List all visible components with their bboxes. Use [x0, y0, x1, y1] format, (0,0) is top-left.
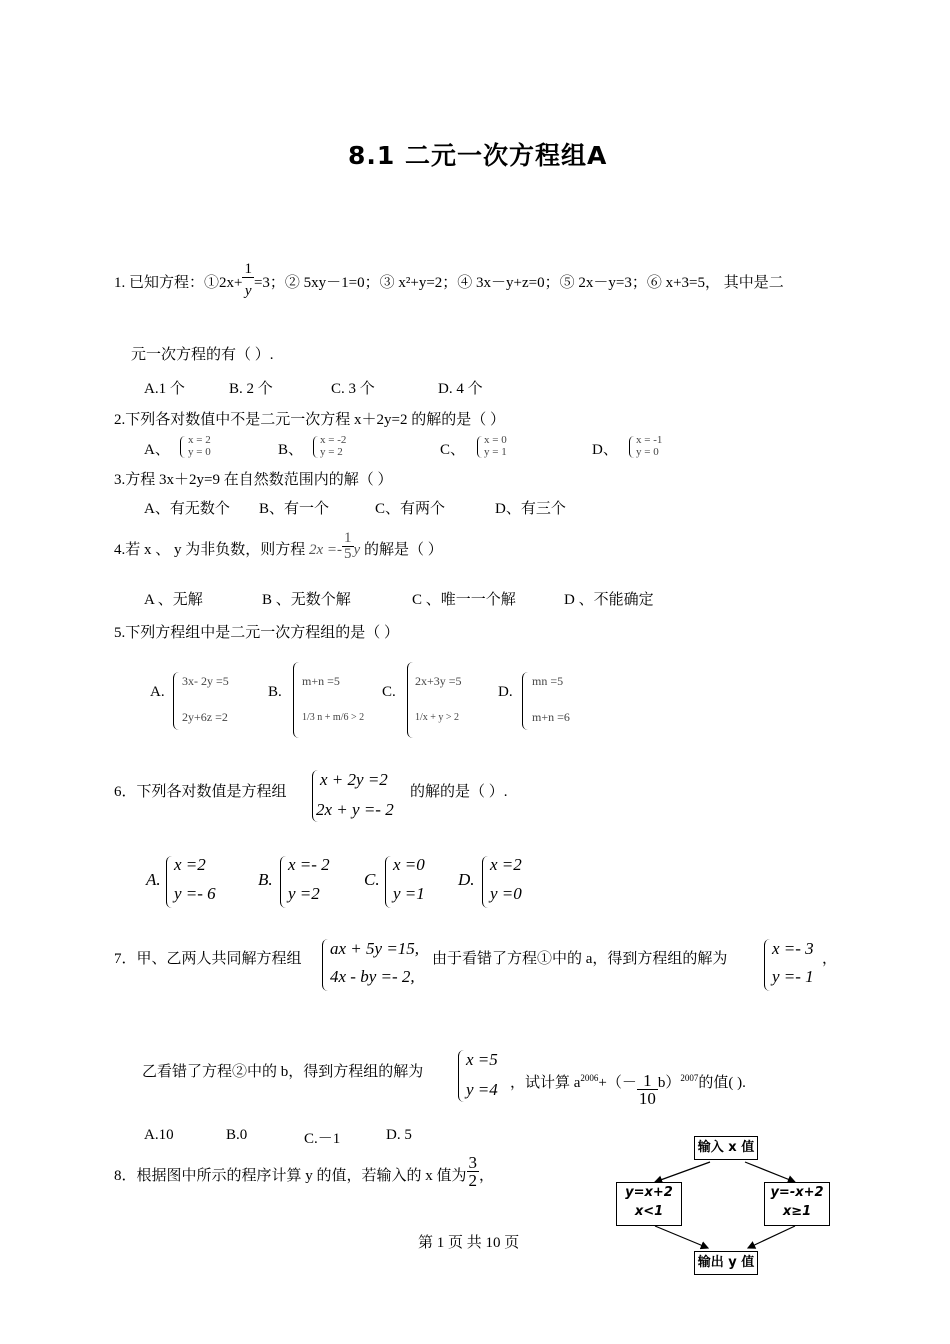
q8-stem: 8．根据图中所示的程序计算 y 的值，若输入的 x 值为	[114, 1168, 467, 1184]
q6-system-row2: 2x + y =- 2	[316, 800, 394, 819]
q5-c-row1: 2x+3y =5	[415, 674, 462, 688]
q5-a-row2: 2y+6z =2	[182, 710, 228, 724]
q6-a-brace	[166, 856, 173, 908]
q2-d-brace	[629, 436, 634, 458]
q5-d-row2: m+n =6	[532, 710, 570, 724]
flowchart-right-row2: x≥1	[782, 1204, 812, 1219]
q2-d-row1: x = -1	[636, 434, 663, 446]
q7-option-a: A.10	[144, 1127, 174, 1143]
q5-b-brace	[293, 662, 299, 738]
q6-b-brace	[280, 856, 287, 908]
question-7-stem: 7．甲、乙两人共同解方程组	[114, 951, 302, 967]
q6-d-label: D.	[458, 870, 475, 889]
q1-prefix: 1. 已知方程：①2x+	[114, 274, 243, 291]
q4-option-d: D 、不能确定	[564, 592, 654, 608]
arrow-input-right	[745, 1162, 795, 1182]
q7-system-row2: 4x - by =- 2,	[330, 967, 415, 986]
q7-system-brace	[322, 939, 329, 991]
q4-eq-right: y	[353, 542, 361, 558]
q6-c-label: C.	[364, 870, 380, 889]
q7-exp1: 2006	[580, 1072, 599, 1083]
q7-sol1-row2: y =- 1	[772, 967, 814, 986]
q8-fraction: $\frac{3}{2}$	[468, 1153, 478, 1191]
q5-d-row1: mn =5	[532, 674, 564, 688]
q6-b-row1: x =- 2	[288, 855, 330, 874]
q2-c-row1: x = 0	[484, 434, 507, 446]
q3-option-b: B、有一个	[259, 501, 330, 517]
question-4	[114, 530, 443, 563]
q2-c-label: C、	[440, 442, 466, 458]
q7-sol2-brace	[458, 1050, 465, 1102]
q7-line2-a: 乙看错了方程②中的 b，得到方程组的解为	[142, 1064, 424, 1080]
q6-d-row1: x =2	[490, 855, 522, 874]
q2-c-row2: y = 1	[484, 446, 507, 458]
q5-c-label: C.	[382, 684, 396, 700]
q7-line2-d: b）	[657, 1074, 681, 1091]
q7-option-b: B.0	[226, 1127, 248, 1143]
q7-line2-c: +（－	[598, 1074, 637, 1091]
q1-fraction: $\frac{1}{y}$	[244, 261, 252, 299]
q2-a-brace	[180, 436, 185, 458]
q7-sol1-brace	[764, 939, 771, 991]
q7-sol2-row2: y =4	[466, 1080, 498, 1099]
page-footer: 第 1 页 共 10 页	[418, 1235, 520, 1251]
q2-b-label: B、	[278, 442, 304, 458]
q6-c-row2: y =1	[393, 884, 425, 903]
q6-b-label: B.	[258, 870, 273, 889]
q7-system-row1: ax + 5y =15,	[330, 939, 420, 958]
q7-line2-b: ，试计算 a	[510, 1074, 581, 1091]
q5-c-brace	[407, 662, 413, 738]
q3-option-d: D、有三个	[495, 501, 566, 517]
q4-stem-a: 4.若 x 、 y 为非负数，则方程	[114, 542, 306, 558]
flowchart-input-box: 输入 x 值	[694, 1136, 758, 1160]
q1-option-a: A.1 个	[144, 381, 185, 397]
q4-stem-b: 的解是（ ）	[363, 542, 443, 558]
flowchart-output-box: 输出 y 值	[694, 1251, 758, 1275]
q8-tail: ，	[479, 1168, 495, 1184]
page-title: 8.1 二元一次方程组A	[348, 141, 608, 170]
q7-line2-expr	[510, 1060, 746, 1107]
q6-d-brace	[482, 856, 489, 908]
q1-rest: =3；② 5xy－1=0；③ x²+y=2；④ 3x－y+z=0；⑤ 2x－y=3；⑥ x+3=5， 其中是二	[253, 274, 784, 291]
q5-a-brace	[173, 672, 179, 730]
q1-option-c: C. 3 个	[331, 381, 375, 397]
q6-stem-b: 的解的是（ ）.	[410, 784, 508, 800]
arrow-right-output	[748, 1226, 795, 1248]
q5-a-label: A.	[150, 684, 165, 700]
q7-option-c: C.－1	[304, 1131, 341, 1147]
q2-b-row2: y = 2	[320, 446, 343, 458]
question-8	[114, 1153, 495, 1191]
q5-c-row2: 1/x + y > 2	[415, 712, 460, 723]
q6-a-row1: x =2	[174, 855, 206, 874]
q4-option-a: A 、无解	[144, 592, 203, 608]
q1-option-d: D. 4 个	[438, 381, 483, 397]
q6-c-brace	[385, 856, 392, 908]
q3-option-a: A、有无数个	[144, 501, 230, 517]
arrow-left-output	[655, 1226, 708, 1248]
q2-a-label: A、	[144, 442, 170, 458]
q5-d-brace	[522, 672, 528, 730]
q7-exp2: 2007	[680, 1072, 699, 1083]
q1-line2: 元一次方程的有（ ）.	[131, 347, 274, 363]
q6-a-row2: y =- 6	[174, 884, 216, 903]
q5-b-row1: m+n =5	[302, 674, 340, 688]
q2-b-row1: x = -2	[320, 434, 347, 446]
q1-option-b: B. 2 个	[229, 381, 273, 397]
q7-sol2-row1: x =5	[466, 1050, 498, 1069]
question-1	[114, 261, 784, 299]
q6-b-row2: y =2	[288, 884, 320, 903]
q6-c-row1: x =0	[393, 855, 425, 874]
q2-d-label: D、	[592, 442, 618, 458]
flowchart-right-box	[764, 1182, 830, 1226]
q2-c-brace	[477, 436, 482, 458]
flowchart-left-row1: y=x+2	[625, 1185, 673, 1200]
q4-option-c: C 、唯一一个解	[412, 592, 516, 608]
flowchart-left-box	[616, 1182, 682, 1226]
q6-system-row1: x + 2y =2	[320, 770, 388, 789]
q7-line2-e: 的值( ).	[698, 1074, 746, 1091]
q5-b-label: B.	[268, 684, 282, 700]
q4-eq-left: 2x =-	[309, 542, 343, 558]
q5-d-label: D.	[498, 684, 513, 700]
q7-fraction: $\frac{1}{10}$	[638, 1071, 656, 1108]
q7-option-d: D. 5	[386, 1127, 412, 1143]
q6-d-row2: y =0	[490, 884, 522, 903]
q4-option-b: B 、无数个解	[262, 592, 351, 608]
question-5: 5.下列方程组中是二元一次方程组的是（ ）	[114, 625, 400, 641]
flowchart-right-row1: y=-x+2	[770, 1185, 824, 1200]
q7-sol1-row1: x =- 3	[772, 939, 814, 958]
q2-d-row2: y = 0	[636, 446, 659, 458]
q4-fraction: $\frac{1}{5}$	[344, 530, 352, 563]
q3-option-c: C、有两个	[375, 501, 446, 517]
flowchart-left-row2: x<1	[634, 1204, 664, 1219]
q2-a-row2: y = 0	[188, 446, 211, 458]
question-6-stem: 6．下列各对数值是方程组	[114, 784, 287, 800]
q6-a-label: A.	[146, 870, 161, 889]
question-2: 2.下列各对数值中不是二元一次方程 x＋2y=2 的解的是（ ）	[114, 412, 505, 428]
q7-comma: ，	[822, 951, 838, 967]
q2-a-row1: x = 2	[188, 434, 211, 446]
q7-stem-b: 由于看错了方程①中的 a，得到方程组的解为	[432, 951, 728, 967]
arrow-input-left	[655, 1162, 710, 1182]
q5-b-row2: 1/3 n + m/6 > 2	[302, 712, 365, 723]
q2-b-brace	[313, 436, 318, 458]
q5-a-row1: 3x- 2y =5	[182, 674, 229, 688]
question-3: 3.方程 3x＋2y=9 在自然数范围内的解（ ）	[114, 472, 393, 488]
